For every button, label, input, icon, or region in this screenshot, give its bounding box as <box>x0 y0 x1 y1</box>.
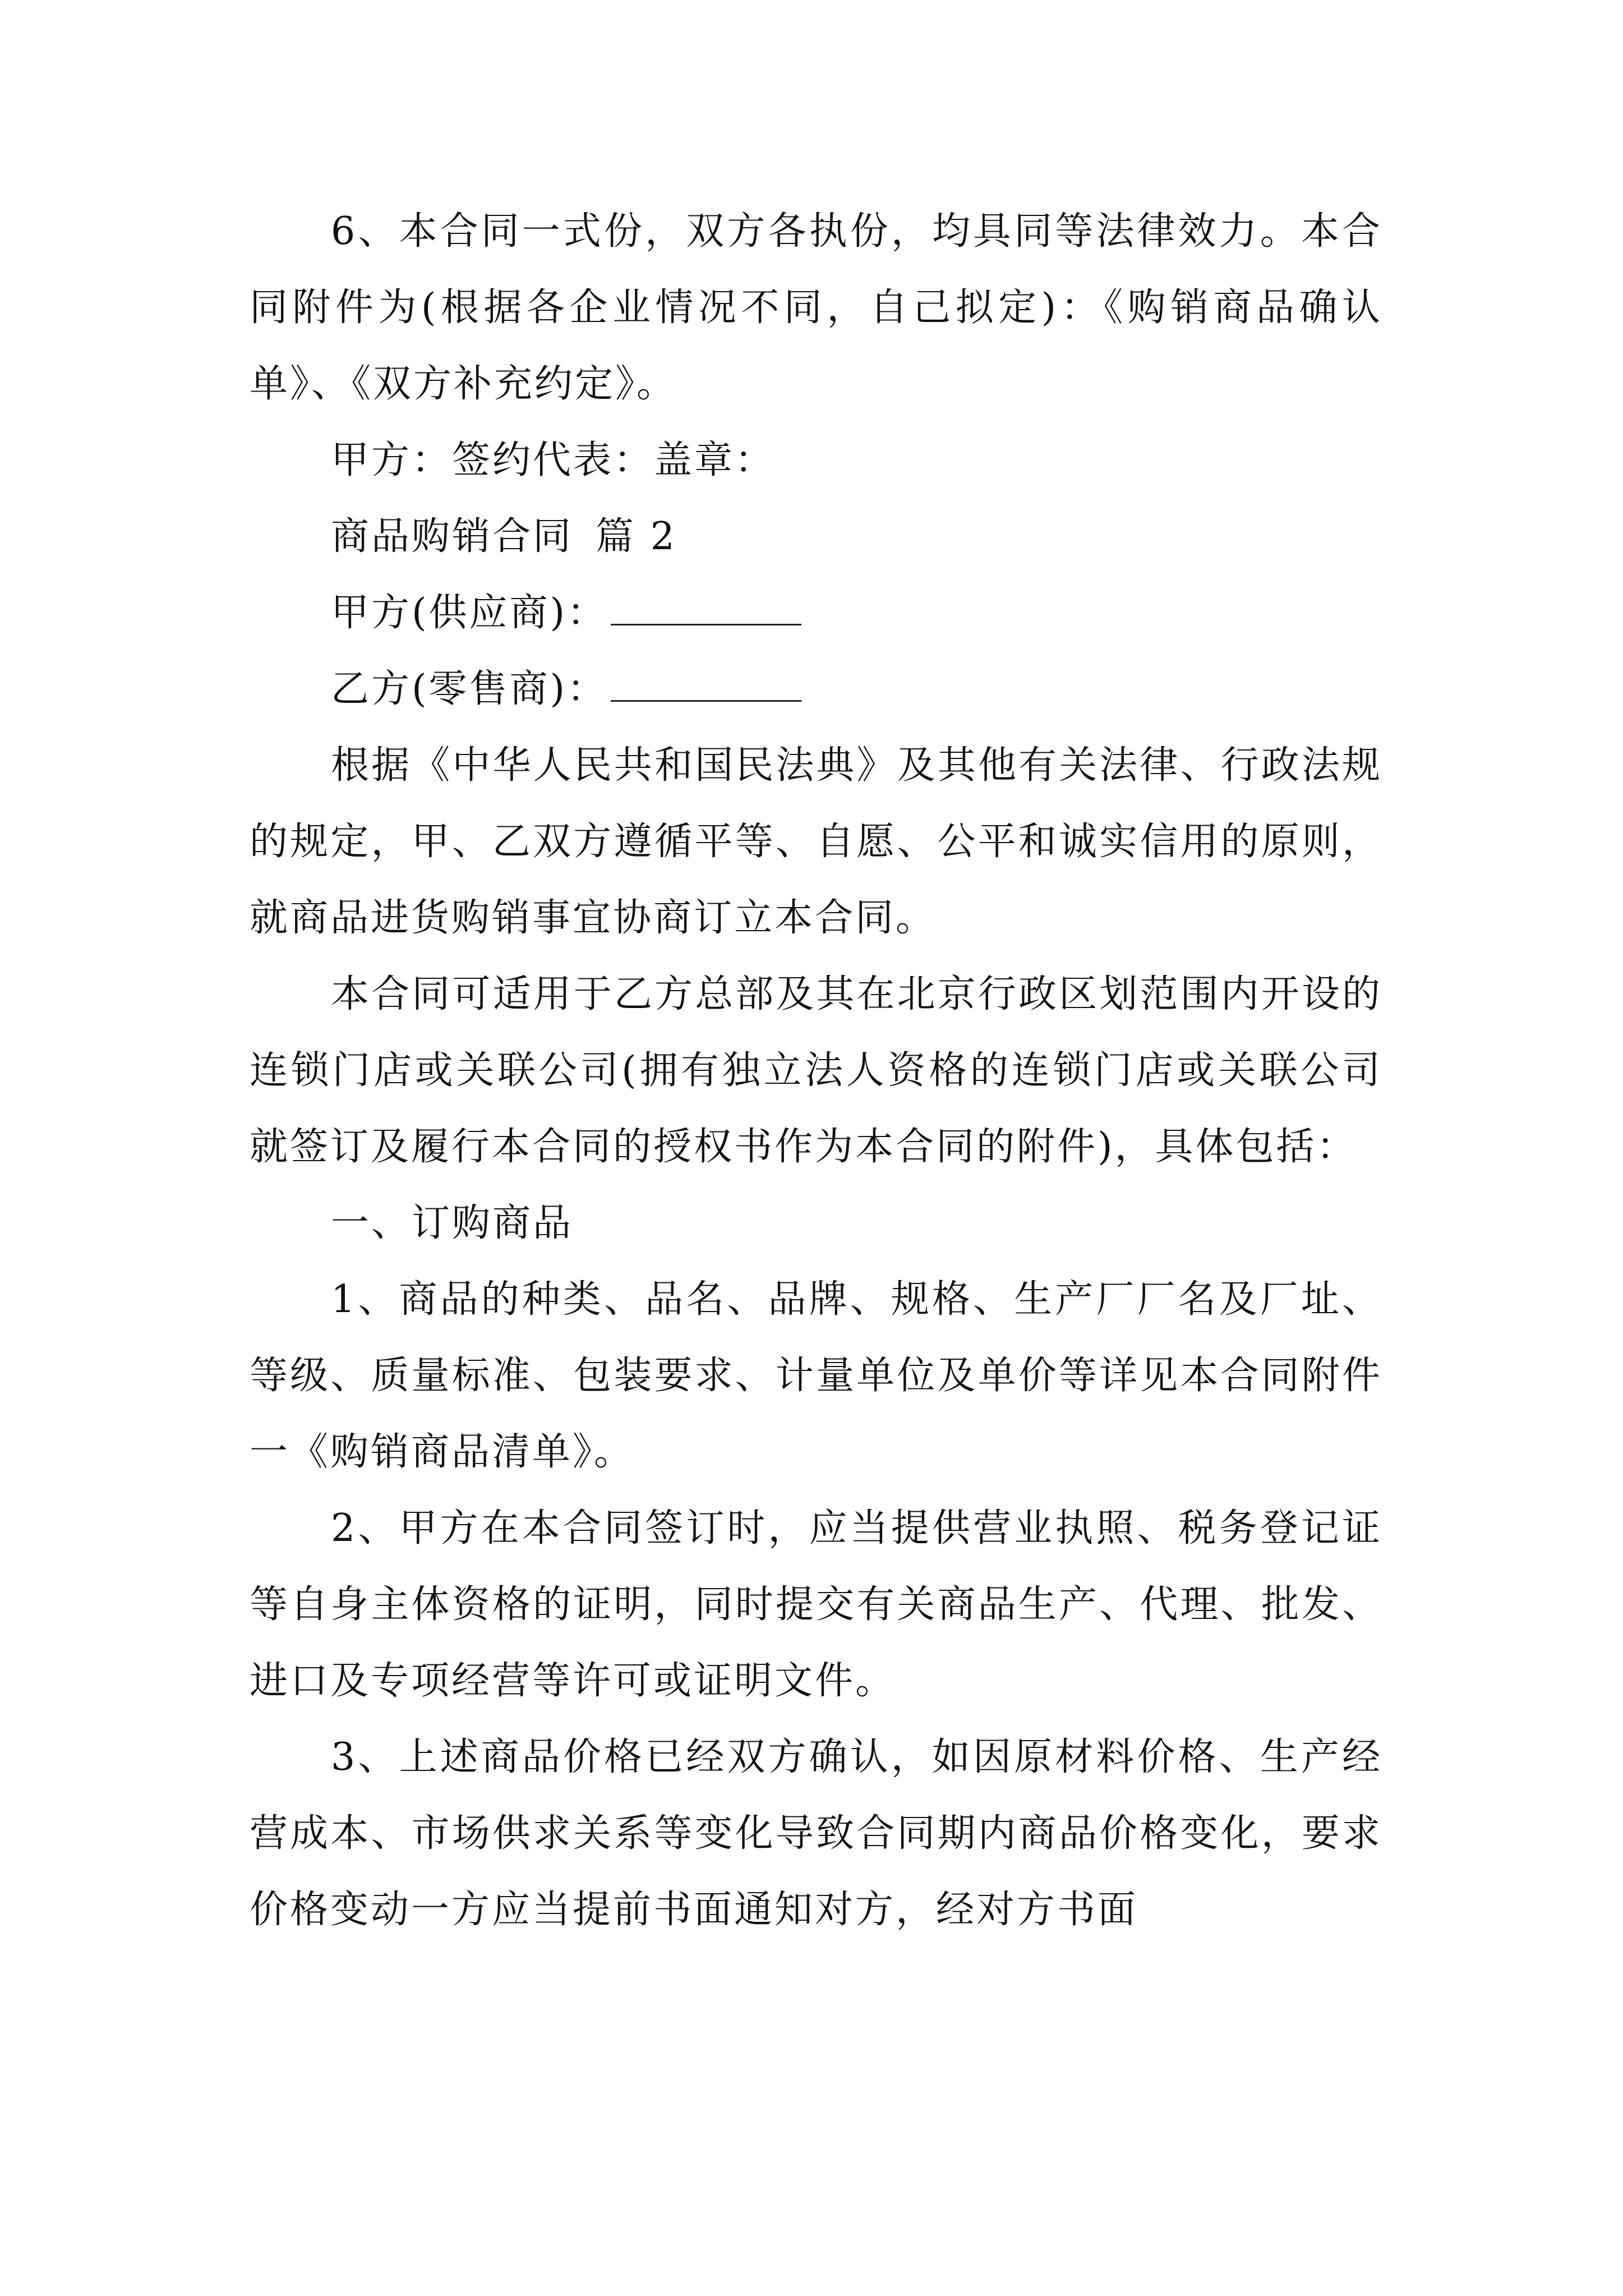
section-heading-title: 商品购销合同 <box>331 514 574 559</box>
clause-3-price-change: 3、上述商品价格已经双方确认，如因原材料价格、生产经营成本、市场供求关系等变化导致合同期内商品价格变化，要求价格变动一方应当提前书面通知对方，经对方书面 <box>250 1735 1382 1932</box>
paragraph-scope: 本合同可适用于乙方总部及其在北京行政区划范围内开设的连锁门店或关联公司(拥有独立法人资格的连锁门店或关联公司就签订及履行本合同的授权书作为本合同的附件)，具体包括： <box>250 972 1383 1169</box>
section-heading-suffix: 篇 2 <box>596 514 677 559</box>
party-a-supplier-line <box>250 575 1382 651</box>
party-b-label: 乙方(零售商)： <box>331 667 608 711</box>
document-body <box>250 194 1382 1948</box>
party-a-label: 甲方(供应商)： <box>331 591 608 635</box>
party-b-blank-line <box>611 655 801 702</box>
heading-order-goods: 一、订购商品 <box>331 1201 574 1245</box>
party-a-blank-line <box>611 579 801 625</box>
clause-2-qualifications: 2、甲方在本合同签订时，应当提供营业执照、税务登记证等自身主体资格的证明，同时提交有关商品生产、代理、批发、进口及专项经营等许可或证明文件。 <box>250 1506 1382 1703</box>
paragraph-party-a-signature: 甲方：签约代表：盖章： <box>331 438 776 482</box>
clause-1-goods-list: 1、商品的种类、品名、品牌、规格、生产厂厂名及厂址、等级、质量标准、包装要求、计量单位及单价等详见本合同附件一《购销商品清单》。 <box>250 1277 1382 1474</box>
paragraph-6-copies: 6、本合同一式份，双方各执份，均具同等法律效力。本合同附件为(根据各企业情况不同，自己拟定)：《购销商品确认单》、《双方补充约定》。 <box>250 209 1382 406</box>
section-heading-contract-2 <box>250 499 1382 575</box>
party-b-retailer-line <box>250 651 1382 728</box>
paragraph-legal-basis: 根据《中华人民共和国民法典》及其他有关法律、行政法规的规定，甲、乙双方遵循平等、自愿、公平和诚实信用的原则，就商品进货购销事宜协商订立本合同。 <box>250 743 1382 940</box>
